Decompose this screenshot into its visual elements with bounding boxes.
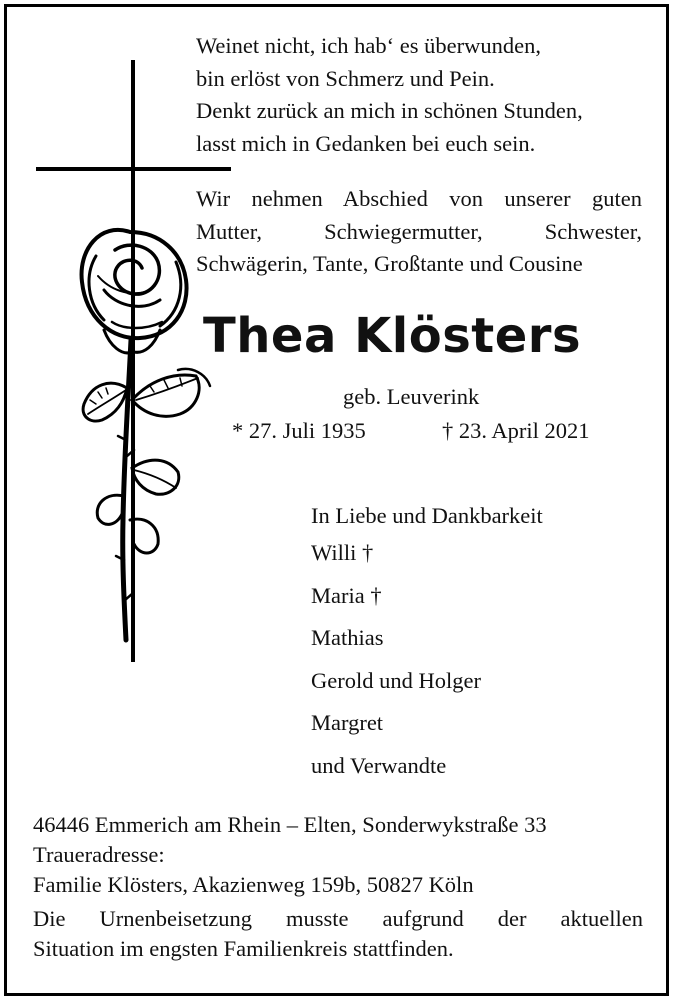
mourner-name: Margret [311, 710, 384, 735]
mourning-address: Familie Klösters, Akazienweg 159b, 50827 Köln [33, 872, 474, 897]
poem [196, 30, 646, 160]
residence-address: 46446 Emmerich am Rhein – Elten, Sonderwykstraße 33 [33, 812, 547, 837]
intro-line: Wir nehmen Abschied von unserer guten [196, 186, 642, 211]
mourners-list [311, 532, 543, 787]
mourners-heading: In Liebe und Dankbarkeit [311, 503, 543, 528]
farewell-intro [196, 183, 642, 281]
birth-date: * 27. Juli 1935 [232, 418, 366, 443]
mourner-name: Gerold und Holger [311, 667, 481, 693]
mourner-name: und Verwandte [311, 752, 447, 778]
mourner-name: Mathias [311, 625, 384, 650]
death-date: † 23. April 2021 [442, 418, 590, 443]
life-dates [232, 418, 590, 444]
mourner-name: Willi † [311, 540, 374, 565]
poem-line: bin erlöst von Schmerz und Pein. [196, 65, 495, 91]
poem-line: Weinet nicht, ich hab‘ es überwunden, [196, 33, 541, 58]
burial-note-line: Situation im engsten Familienkreis stattfinden. [33, 936, 454, 961]
footer [33, 810, 643, 964]
deceased-name: Thea Klösters [203, 308, 582, 364]
mourning-address-label: Traueradresse: [33, 842, 165, 867]
intro-line: Schwägerin, Tante, Großtante und Cousine [196, 251, 583, 276]
intro-line: Mutter, Schwiegermutter, Schwester, [196, 218, 642, 244]
mourner-name: Maria † [311, 582, 382, 608]
burial-note-line: Die Urnenbeisetzung musste aufgrund der aktuellen [33, 906, 643, 931]
maiden-name: geb. Leuverink [343, 384, 480, 409]
mourners [311, 500, 543, 787]
rose-icon [82, 230, 210, 640]
poem-line: lasst mich in Gedanken bei euch sein. [196, 130, 536, 156]
poem-line: Denkt zurück an mich in schönen Stunden, [196, 98, 583, 123]
